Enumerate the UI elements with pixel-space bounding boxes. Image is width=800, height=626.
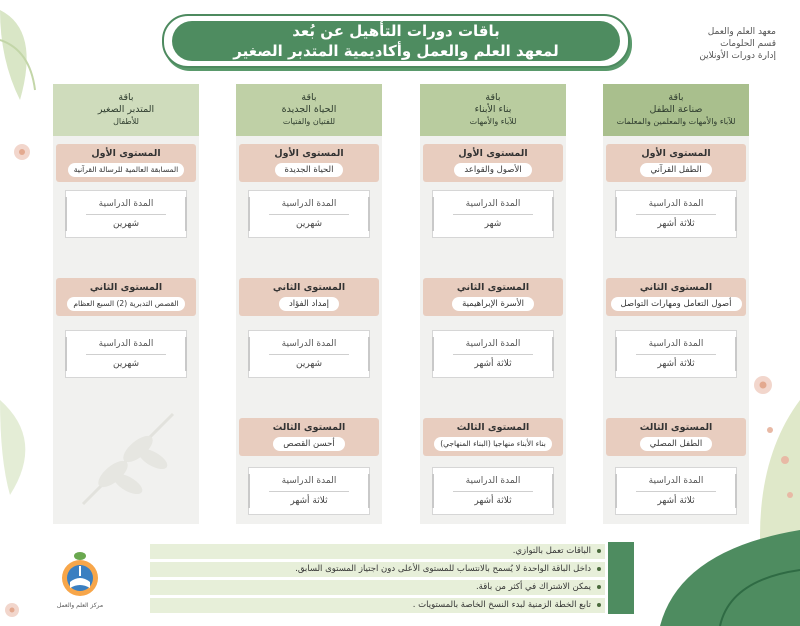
duration-box [248,190,370,238]
duration-label: المدة الدراسية [648,338,704,349]
level-name: القصص التدبرية (2) السبع العظام [67,297,184,311]
level-title: المستوى الأول [458,148,528,159]
duration-label: المدة الدراسية [465,338,521,349]
duration-value: ثلاثة أشهر [657,358,695,369]
level-title: المستوى الأول [641,148,711,159]
leaf-decoration-left-icon [0,380,50,500]
duration-label: المدة الدراسية [465,198,521,209]
level-title: المستوى الثاني [456,282,530,293]
level-name: المسابقة العالمية للرسالة القرآنية [68,163,184,177]
title-banner-inner [172,21,620,61]
package-column-new-life [236,84,382,524]
duration-box [615,467,737,515]
package-header [603,84,749,136]
duration-divider [636,354,716,355]
package-label: باقة [668,92,684,103]
duration-value: ثلاثة أشهر [657,495,695,506]
bullet-icon [597,603,601,607]
duration-divider [453,214,533,215]
package-label: باقة [485,92,501,103]
notes-accent-bar [608,542,634,614]
level-name: أصول التعامل ومهارات التواصل [611,297,742,311]
duration-divider [636,214,716,215]
level-name: الطفل المصلي [640,437,713,451]
flower-decoration-icon [10,140,34,164]
org-line-1: معهد العلم والعمل [707,27,776,37]
level-1-card [56,144,196,182]
level-name: إمداد الفؤاد [279,297,339,311]
duration-label: المدة الدراسية [98,338,154,349]
level-title: المستوى الثالث [639,422,713,433]
package-name: الحياة الجديدة [281,104,337,115]
notes-list [150,542,605,614]
duration-divider [86,214,166,215]
package-audience: للفتيان والفتيات [282,117,336,126]
note-item [150,562,605,577]
duration-label: المدة الدراسية [465,475,521,486]
level-title: المستوى الثاني [639,282,713,293]
logo-text: مركز العلم والعمل [56,602,104,609]
duration-box [432,330,554,378]
note-item [150,580,605,595]
duration-value: شهرين [113,218,140,229]
flower-decoration-bottom-left-icon [2,600,22,620]
duration-box [248,467,370,515]
bullet-icon [597,549,601,553]
duration-label: المدة الدراسية [281,198,337,209]
level-name: أحسن القصص [273,437,344,451]
level-2-card [606,278,746,316]
duration-value: ثلاثة أشهر [474,495,512,506]
level-2-card [423,278,563,316]
package-audience: للأطفال [113,117,139,126]
org-line-2: قسم الحلومات [720,39,776,49]
package-header [420,84,566,136]
package-name: المتدبر الصغير [97,104,155,115]
level-title: المستوى الثاني [89,282,163,293]
bullet-icon [597,567,601,571]
duration-divider [86,354,166,355]
duration-divider [453,354,533,355]
level-3-card [423,418,563,456]
package-header [236,84,382,136]
package-label: باقة [118,92,134,103]
level-3-card [239,418,379,456]
duration-label: المدة الدراسية [281,338,337,349]
page-subtitle: لمعهد العلم والعمل وأكاديمية المتدبر الصغير [233,42,559,60]
package-column-little-contemplator [53,84,199,524]
level-name: الحياة الجديدة [275,163,344,177]
duration-value: شهر [484,218,502,229]
level-1-card [239,144,379,182]
bullet-icon [597,585,601,589]
logo-emblem-icon [58,548,102,600]
package-audience: للآباء والأمهات والمعلمين والمعلمات [616,117,736,126]
duration-label: المدة الدراسية [281,475,337,486]
package-column-raising-children [420,84,566,524]
level-title: المستوى الأول [91,148,161,159]
duration-value: ثلاثة أشهر [290,495,328,506]
duration-divider [453,491,533,492]
package-audience: للآباء والأمهات [469,117,517,126]
duration-label: المدة الدراسية [648,475,704,486]
level-2-card [239,278,379,316]
level-1-card [423,144,563,182]
duration-value: ثلاثة أشهر [657,218,695,229]
level-name: الأصول والقواعد [454,163,531,177]
organization-info [666,26,776,62]
package-name: بناء الأبناء [474,104,512,115]
note-text: داخل الباقة الواحدة لا يُسمح بالانتساب للمستوى الأعلى دون اجتياز المستوى السابق. [295,564,591,574]
duration-divider [269,354,349,355]
note-item [150,598,605,613]
package-column-child-making [603,84,749,524]
package-header [53,84,199,136]
org-line-3: إدارة دورات الأونلاين [699,51,776,61]
duration-divider [636,491,716,492]
level-title: المستوى الأول [274,148,344,159]
duration-value: شهرين [296,218,323,229]
page-title: باقات دورات التأهيل عن بُعد [292,22,500,40]
duration-box [432,467,554,515]
package-name: صناعة الطفل [649,104,703,115]
note-item [150,544,605,559]
duration-label: المدة الدراسية [648,198,704,209]
leaf-watermark-icon [73,404,183,514]
level-1-card [606,144,746,182]
duration-divider [269,214,349,215]
duration-box [615,330,737,378]
duration-label: المدة الدراسية [98,198,154,209]
title-banner [162,14,630,68]
package-label: باقة [301,92,317,103]
level-title: المستوى الثالث [272,422,346,433]
duration-box [65,330,187,378]
duration-box [248,330,370,378]
duration-value: شهرين [296,358,323,369]
level-3-card [606,418,746,456]
duration-box [65,190,187,238]
level-title: المستوى الثاني [272,282,346,293]
level-name: الأسرة الإبراهيمية [452,297,534,311]
duration-value: ثلاثة أشهر [474,358,512,369]
level-title: المستوى الثالث [456,422,530,433]
duration-box [615,190,737,238]
duration-divider [269,491,349,492]
note-text: يمكن الاشتراك في أكثر من باقة. [475,582,591,592]
level-name: الطفل القرآني [640,163,711,177]
level-name: بناء الأبناء منهاجيا (البناء المنهاجي) [434,437,552,451]
duration-box [432,190,554,238]
note-text: الباقات تعمل بالتوازي. [512,546,591,556]
note-text: تابع الخطة الزمنية لبدء النسخ الخاصة بالمستويات . [412,600,591,610]
logo [52,548,108,618]
flower-decoration-right-icon [750,372,776,398]
leaf-decoration-top-left-icon [0,0,60,110]
level-2-card [56,278,196,316]
duration-value: شهرين [113,358,140,369]
